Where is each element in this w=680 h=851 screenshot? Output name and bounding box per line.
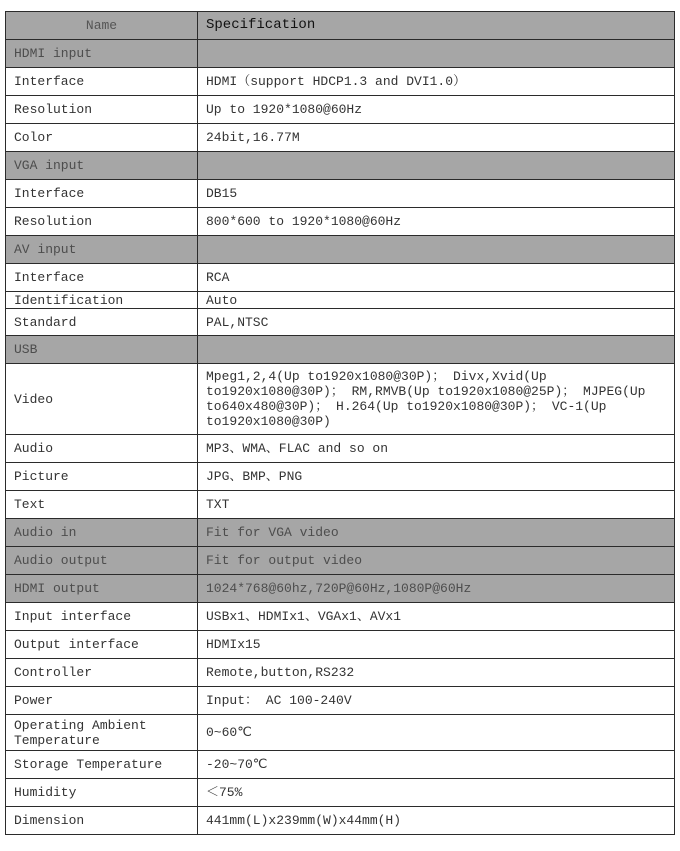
section-row (6, 40, 675, 68)
header-specification: Specification (198, 12, 675, 40)
row-value (198, 336, 675, 364)
row-value: USBx1、HDMIx1、VGAx1、AVx1 (198, 603, 675, 631)
row-value: Remote,button,RS232 (198, 659, 675, 687)
row-value: Auto (198, 292, 675, 309)
table-row (6, 309, 675, 336)
section-row (6, 519, 675, 547)
row-name: Audio (6, 435, 198, 463)
row-value: 24bit,16.77M (198, 124, 675, 152)
row-name: HDMI output (6, 575, 198, 603)
row-name: Video (6, 364, 198, 435)
row-name: USB (6, 336, 198, 364)
row-name: Color (6, 124, 198, 152)
spec-table (5, 11, 675, 835)
row-name: AV input (6, 236, 198, 264)
row-name: Picture (6, 463, 198, 491)
row-name: Dimension (6, 807, 198, 835)
row-name: Resolution (6, 208, 198, 236)
row-value (198, 236, 675, 264)
row-name: Resolution (6, 96, 198, 124)
row-name: HDMI input (6, 40, 198, 68)
row-name: Storage Temperature (6, 751, 198, 779)
row-value: Input： AC 100-240V (198, 687, 675, 715)
row-name: Operating Ambient Temperature (6, 715, 198, 751)
table-row (6, 463, 675, 491)
row-name: Audio output (6, 547, 198, 575)
table-row (6, 715, 675, 751)
row-name: Controller (6, 659, 198, 687)
table-row (6, 779, 675, 807)
section-row (6, 152, 675, 180)
table-row (6, 491, 675, 519)
row-name: Humidity (6, 779, 198, 807)
table-row (6, 180, 675, 208)
row-value: 800*600 to 1920*1080@60Hz (198, 208, 675, 236)
row-value: 1024*768@60hz,720P@60Hz,1080P@60Hz (198, 575, 675, 603)
row-value: Fit for output video (198, 547, 675, 575)
row-value (198, 152, 675, 180)
row-value: MP3、WMA、FLAC and so on (198, 435, 675, 463)
row-value: 441mm(L)x239mm(W)x44mm(H) (198, 807, 675, 835)
table-row (6, 603, 675, 631)
row-value: RCA (198, 264, 675, 292)
row-name: Output interface (6, 631, 198, 659)
table-row (6, 124, 675, 152)
row-name: Text (6, 491, 198, 519)
row-value: Mpeg1,2,4(Up to1920x1080@30P)； Divx,Xvid(Up to1920x1080@30P)； RM,RMVB(Up to1920x1080@25P)； MJPEG(Up to640x480@30P)； H.264(Up to1920x1080@30P)； VC-1(Up to1920x1080@30P) (198, 364, 675, 435)
row-value: HDMIx15 (198, 631, 675, 659)
table-row (6, 264, 675, 292)
row-name: Standard (6, 309, 198, 336)
row-value: ＜75% (198, 779, 675, 807)
table-row (6, 208, 675, 236)
row-value: PAL,NTSC (198, 309, 675, 336)
table-row (6, 96, 675, 124)
section-row (6, 547, 675, 575)
row-value: Fit for VGA video (198, 519, 675, 547)
table-row (6, 68, 675, 96)
row-value (198, 40, 675, 68)
row-name: Input interface (6, 603, 198, 631)
table-row (6, 807, 675, 835)
row-name: Interface (6, 264, 198, 292)
row-value: JPG、BMP、PNG (198, 463, 675, 491)
row-value: Up to 1920*1080@60Hz (198, 96, 675, 124)
row-name: Interface (6, 180, 198, 208)
header-name: Name (6, 12, 198, 40)
section-row (6, 575, 675, 603)
row-name: Audio in (6, 519, 198, 547)
table-row (6, 435, 675, 463)
table-row (6, 292, 675, 309)
row-value: 0~60℃ (198, 715, 675, 751)
section-row (6, 336, 675, 364)
row-name: VGA input (6, 152, 198, 180)
table-header-row (6, 12, 675, 40)
table-row (6, 631, 675, 659)
row-value: DB15 (198, 180, 675, 208)
table-row (6, 687, 675, 715)
row-value: TXT (198, 491, 675, 519)
table-row (6, 364, 675, 435)
row-name: Identification (6, 292, 198, 309)
row-name: Power (6, 687, 198, 715)
table-row (6, 751, 675, 779)
row-value: -20~70℃ (198, 751, 675, 779)
row-name: Interface (6, 68, 198, 96)
row-value: HDMI（support HDCP1.3 and DVI1.0） (198, 68, 675, 96)
section-row (6, 236, 675, 264)
table-row (6, 659, 675, 687)
